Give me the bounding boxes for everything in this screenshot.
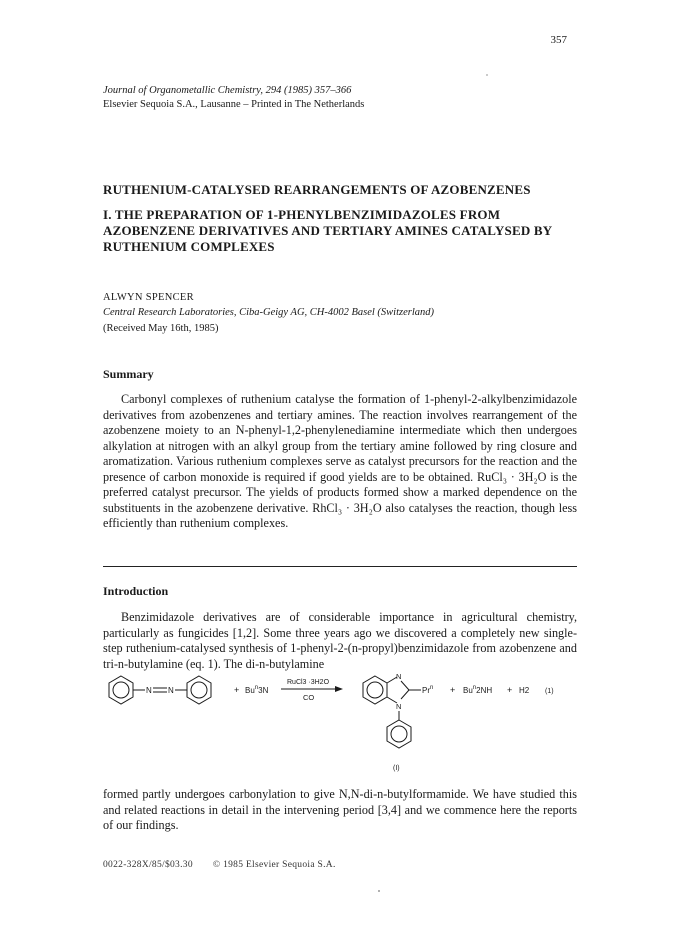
byproduct-plus-1: + [450,685,456,695]
azo-nitrogen-2: N [168,686,174,695]
reaction-scheme-svg [103,662,577,780]
introduction-heading: Introduction [103,584,169,598]
reagent-base: Bu [245,686,255,695]
introduction-continuation: formed partly undergoes carbonylation to give N,N-di-n-butylformamide. We have studied this and related reactions in detail in the intervening period [3,4] and we commence here the reports of our findings. [103,787,577,832]
imidazole-nitrogen-upper: N [396,672,402,681]
benzimidazole-core [363,676,421,704]
footer-copyright: © 1985 Elsevier Sequoia S.A. [212,860,336,870]
author-name: ALWYN SPENCER [103,292,194,303]
footer-code: 0022-328X/85/$03.30 [103,860,193,870]
substituent-base: Pr [422,686,430,695]
byproduct-superscript: n [472,685,477,691]
reaction-arrow-head [335,686,343,692]
byproduct-formula [463,685,492,695]
page-number: 357 [550,34,567,46]
n-phenyl-ring [387,720,411,748]
journal-line-1: Journal of Organometallic Chemistry, 294 (1985) 357–366 [103,85,352,96]
byproduct-plus-2: + [507,685,513,695]
article-title: RUTHENIUM-CATALYSED REARRANGEMENTS OF AZOBENZENES [103,182,531,197]
azo-nitrogen-1: N [146,686,152,695]
summary-heading: Summary [103,367,154,381]
catalyst-label: RuCl3 ·3H2O [287,679,330,686]
speck-bottom [378,890,380,892]
reagent-tail: 3N [258,686,269,695]
equation-number: (1) [545,688,554,695]
footer [103,860,336,870]
reaction-scheme [103,662,577,780]
section-divider [103,566,577,567]
gas-label: CO [303,693,315,702]
speck [486,74,488,76]
summary-paragraph: Carbonyl complexes of ruthenium catalyse the formation of 1-phenyl-2-alkylbenzimidazole derivatives from azobenzenes and tertiary amines. The reaction involves rearrangement of the azobenzene moiety to an N-phenyl-1,2-phenylenediamine intermediate which then undergoes alkylation at nitrogen with an alkyl group from the tertiary amine followed by ring closure and aromatization. Various ruthenium complexes serve as catalyst precursors for the reaction and the presence of carbon monoxide is required if good yields are to be obtained. RuCl₃ · 3H₂O is the preferred catalyst precursor. The yields of products formed show a marked dependence on the substituents in the azobenzene derivative. RhCl₃ · 3H₂O also catalyses the reaction, though less efficiently than ruthenium complexes. [103,392,577,530]
author-affiliation: Central Research Laboratories, Ciba-Geigy AG, CH-4002 Basel (Switzerland) [103,307,435,318]
imidazole-nitrogen-lower: N [396,702,402,711]
substituent-superscript: n [430,685,434,691]
reagent-superscript: n [254,685,259,691]
byproduct-tail: 2NH [476,686,493,695]
received-date: (Received May 16th, 1985) [103,323,219,334]
article-subtitle: I. THE PREPARATION OF 1-PHENYLBENZIMIDAZOLES FROM AZOBENZENE DERIVATIVES AND TERTIARY AMINES CATALYSED BY RUTHENIUM COMPLEXES [103,207,552,254]
compound-label: (I) [393,765,400,772]
propyl-substituent [422,685,433,695]
phenyl-ring-left [109,676,133,704]
journal-line-2: Elsevier Sequoia S.A., Lausanne – Printed in The Netherlands [103,99,365,110]
hydrogen-formula: H2 [519,686,530,695]
reagent-plus: + [234,685,240,695]
journal-citation [103,84,364,112]
byproduct-base: Bu [463,686,473,695]
introduction-paragraph: Benzimidazole derivatives are of considerable importance in agricultural chemistry, particularly as fungicides [1,2]. Some three years ago we discovered a completely new single-step ruthenium-catalysed synthesis of 1-phenyl-2-(n-propyl)benzimidazole from azobenzene and tri-n-butylamine (eq. 1). The di-n-butylamine [103,610,577,671]
reagent-formula [245,685,269,695]
phenyl-ring-right [187,676,211,704]
